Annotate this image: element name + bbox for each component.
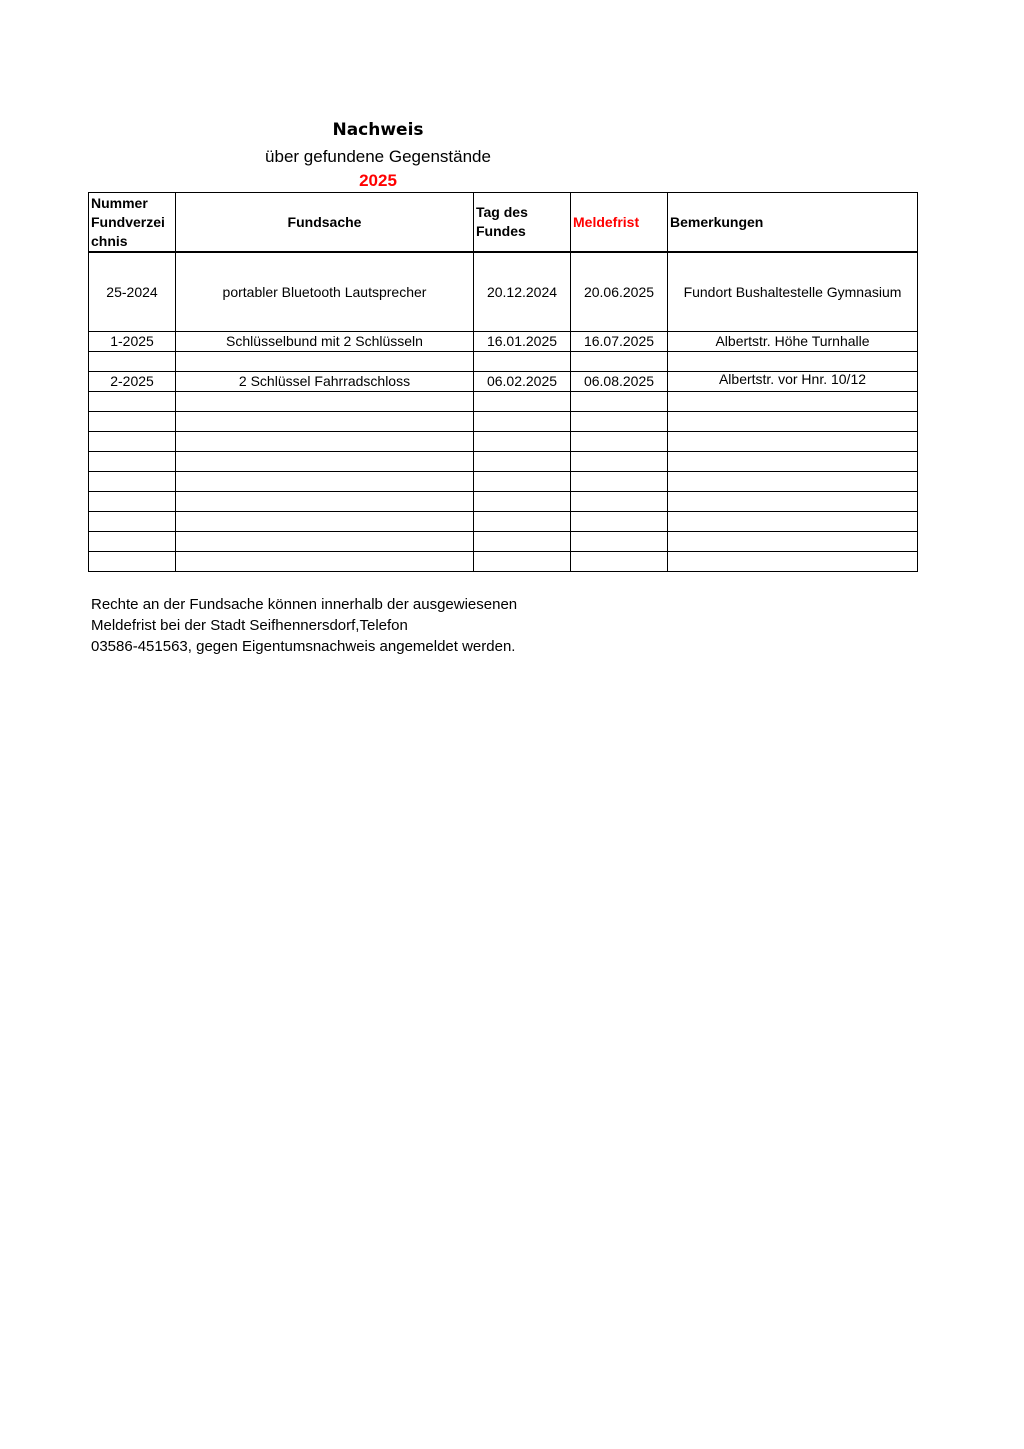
cell-meldefrist: 16.07.2025 — [571, 332, 668, 352]
empty-cell — [474, 552, 571, 572]
table-row-empty — [89, 412, 918, 432]
cell-meldefrist: 06.08.2025 — [571, 372, 668, 392]
empty-cell — [668, 492, 918, 512]
legal-note — [91, 594, 651, 657]
cell-nummer: 2-2025 — [89, 372, 176, 392]
empty-cell — [474, 512, 571, 532]
cell-meldefrist — [571, 352, 668, 372]
found-items-table — [88, 192, 918, 572]
cell-nummer: 1-2025 — [89, 332, 176, 352]
table-row-empty — [89, 472, 918, 492]
note-line: Rechte an der Fundsache können innerhalb der ausgewiesenen — [91, 596, 518, 613]
table-row — [89, 372, 918, 392]
table-row-empty — [89, 452, 918, 472]
note-line: Meldefrist bei der Stadt Seifhennersdorf,Telefon — [91, 617, 408, 634]
header-nummer — [89, 193, 176, 253]
empty-cell — [474, 452, 571, 472]
empty-cell — [571, 492, 668, 512]
empty-cell — [668, 392, 918, 412]
cell-bemerkungen: Albertstr. vor Hnr. 10/12 — [668, 372, 918, 392]
table-header-row — [89, 193, 918, 253]
empty-cell — [668, 412, 918, 432]
empty-cell — [89, 392, 176, 412]
empty-cell — [89, 512, 176, 532]
empty-cell — [176, 432, 474, 452]
empty-cell — [89, 432, 176, 452]
cell-bemerkungen — [668, 352, 918, 372]
note-line: 03586-451563, gegen Eigentumsnachweis angemeldet werden. — [91, 638, 516, 655]
cell-tag: 20.12.2024 — [474, 252, 571, 332]
header-nummer-line: Nummer — [91, 194, 148, 211]
empty-cell — [176, 492, 474, 512]
empty-cell — [474, 412, 571, 432]
empty-cell — [474, 532, 571, 552]
empty-cell — [668, 452, 918, 472]
header-bemerkungen: Bemerkungen — [668, 193, 918, 253]
table-row-empty — [89, 392, 918, 412]
empty-cell — [176, 532, 474, 552]
cell-fundsache — [176, 352, 474, 372]
empty-cell — [89, 532, 176, 552]
empty-cell — [176, 512, 474, 532]
empty-cell — [668, 512, 918, 532]
table-row-empty — [89, 532, 918, 552]
empty-cell — [571, 452, 668, 472]
empty-cell — [668, 552, 918, 572]
empty-cell — [571, 552, 668, 572]
empty-cell — [474, 492, 571, 512]
table-row-empty — [89, 492, 918, 512]
empty-cell — [89, 472, 176, 492]
page-title: Nachweis — [332, 120, 424, 140]
empty-cell — [176, 472, 474, 492]
table-row-empty — [89, 552, 918, 572]
empty-cell — [176, 392, 474, 412]
year-label: 2025 — [359, 171, 397, 190]
cell-fundsache: portabler Bluetooth Lautsprecher — [176, 252, 474, 332]
empty-cell — [89, 412, 176, 432]
cell-nummer — [89, 352, 176, 372]
cell-tag: 06.02.2025 — [474, 372, 571, 392]
header-nummer-line: chnis — [91, 232, 128, 249]
empty-cell — [668, 472, 918, 492]
cell-fundsache: 2 Schlüssel Fahrradschloss — [176, 372, 474, 392]
empty-cell — [176, 552, 474, 572]
empty-cell — [668, 432, 918, 452]
empty-cell — [89, 492, 176, 512]
empty-cell — [571, 412, 668, 432]
empty-cell — [571, 432, 668, 452]
empty-cell — [571, 532, 668, 552]
table-row — [89, 352, 918, 372]
table-row — [89, 252, 918, 332]
page-subtitle: über gefundene Gegenstände — [265, 147, 491, 166]
empty-cell — [571, 392, 668, 412]
empty-cell — [668, 532, 918, 552]
empty-cell — [89, 552, 176, 572]
table-row-empty — [89, 432, 918, 452]
empty-cell — [474, 392, 571, 412]
cell-nummer: 25-2024 — [89, 252, 176, 332]
header-tag-line: Fundes — [476, 223, 526, 239]
cell-tag — [474, 352, 571, 372]
cell-bemerkungen: Fundort Bushaltestelle Gymnasium — [668, 252, 918, 332]
empty-cell — [176, 412, 474, 432]
header-nummer-line: Fundverzei — [91, 213, 165, 230]
header-tag — [474, 193, 571, 253]
cell-fundsache: Schlüsselbund mit 2 Schlüsseln — [176, 332, 474, 352]
cell-tag: 16.01.2025 — [474, 332, 571, 352]
empty-cell — [474, 472, 571, 492]
empty-cell — [571, 472, 668, 492]
cell-meldefrist: 20.06.2025 — [571, 252, 668, 332]
header-tag-line: Tag des — [476, 204, 528, 220]
empty-cell — [474, 432, 571, 452]
table-row — [89, 332, 918, 352]
empty-cell — [176, 452, 474, 472]
empty-cell — [571, 512, 668, 532]
cell-bemerkungen: Albertstr. Höhe Turnhalle — [668, 332, 918, 352]
header-fundsache: Fundsache — [176, 193, 474, 253]
table-row-empty — [89, 512, 918, 532]
header-meldefrist: Meldefrist — [571, 193, 668, 253]
empty-cell — [89, 452, 176, 472]
